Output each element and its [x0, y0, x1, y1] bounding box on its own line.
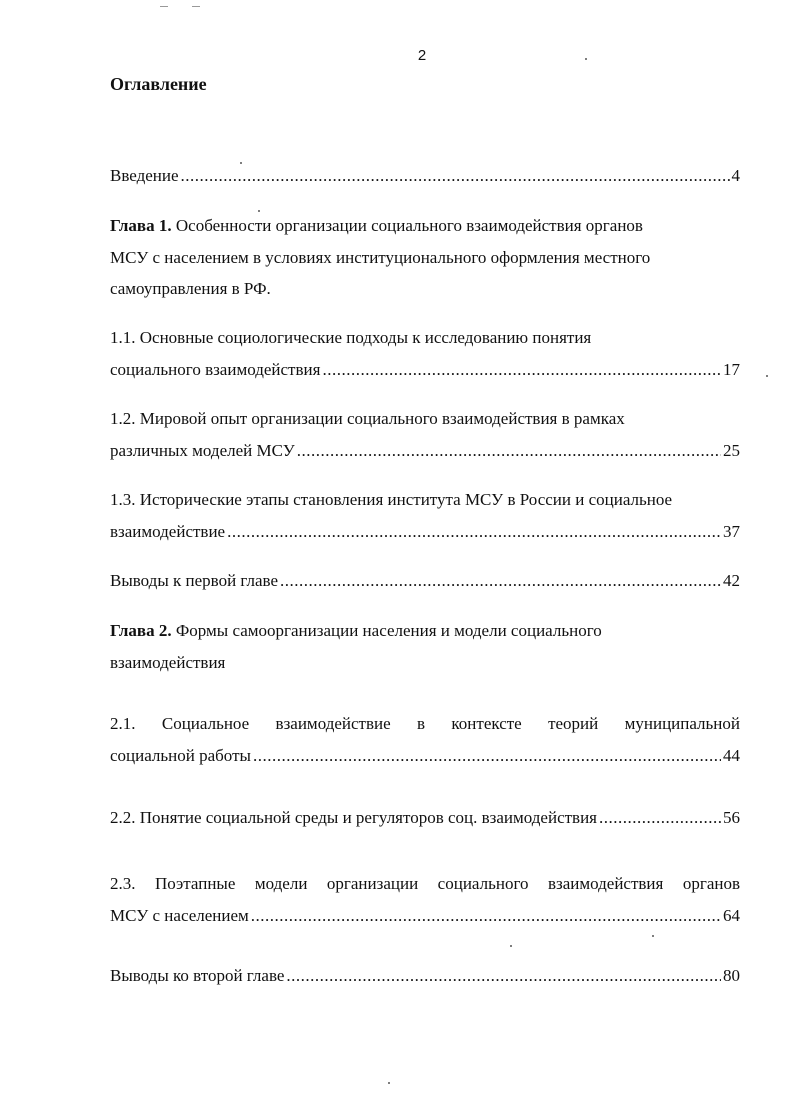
dot-leader — [251, 900, 721, 932]
toc-entry-1-1 — [110, 322, 740, 385]
scan-speck — [510, 945, 512, 947]
entry-text: социальной работы — [110, 745, 251, 765]
chapter-title-line: Особенности организации социального взаимодействия органов — [175, 216, 643, 235]
entry-page: 80 — [723, 966, 740, 985]
scan-speck — [766, 375, 768, 377]
dot-leader — [280, 565, 721, 597]
dot-leader — [599, 802, 721, 834]
toc-entry-conclusion-1 — [110, 565, 740, 597]
dot-leader — [286, 960, 721, 992]
chapter-title-line: взаимодействия — [110, 652, 226, 672]
dot-leader — [322, 354, 721, 386]
scan-mark — [160, 6, 168, 7]
word: модели — [254, 874, 308, 893]
dot-leader — [297, 435, 721, 467]
dot-leader — [253, 740, 721, 772]
entry-text: взаимодействие — [110, 521, 226, 541]
toc-entry-chapter-1 — [110, 210, 740, 305]
chapter-label: Глава 1. — [110, 216, 172, 235]
scan-mark — [192, 6, 200, 7]
word: органов — [682, 874, 740, 893]
word: Поэтапные — [154, 874, 236, 893]
dot-leader — [227, 516, 721, 548]
entry-text: 1.3. Исторические этапы становления института МСУ в России и социальное — [110, 490, 673, 509]
word: взаимодействия — [547, 874, 664, 893]
toc-entry-1-2 — [110, 403, 740, 466]
toc-entry-chapter-2 — [110, 615, 740, 678]
toc-entry-conclusion-2 — [110, 960, 740, 992]
entry-page: 37 — [723, 521, 740, 541]
entry-page: 4 — [731, 166, 740, 185]
toc-title: Оглавление — [110, 74, 207, 94]
word: теорий — [548, 714, 599, 733]
chapter-title-line: Формы самоорганизации населения и модели социального — [175, 621, 602, 640]
entry-text: Выводы ко второй главе — [110, 966, 285, 985]
word: 2.1. — [110, 714, 136, 733]
word: организации — [326, 874, 419, 893]
scan-speck — [388, 1082, 390, 1084]
entry-text: МСУ с населением — [110, 905, 249, 925]
page-number: 2 — [417, 47, 427, 64]
word: муниципальной — [624, 714, 740, 733]
toc-entry-intro — [110, 160, 740, 192]
entry-page: 25 — [723, 440, 740, 460]
entry-text: Выводы к первой главе — [110, 571, 279, 590]
toc-entry-2-1 — [110, 708, 740, 771]
entry-page: 17 — [723, 359, 740, 379]
word: контексте — [451, 714, 522, 733]
chapter-title-line: самоуправления в РФ. — [110, 279, 271, 298]
entry-page: 42 — [723, 571, 740, 590]
chapter-title-line: МСУ с населением в условиях институционального оформления местного — [110, 247, 651, 267]
entry-page: 64 — [723, 905, 740, 925]
entry-text: Введение — [110, 166, 179, 185]
entry-text: 1.2. Мировой опыт организации социального взаимодействия в рамках — [110, 409, 625, 428]
toc-entry-2-3 — [110, 868, 740, 931]
entry-text: 2.2. Понятие социальной среды и регуляторов соц. взаимодействия — [110, 808, 597, 827]
word: Социальное — [161, 714, 250, 733]
word: социального — [437, 874, 529, 893]
entry-text: различных моделей МСУ — [110, 440, 295, 460]
dot-leader — [181, 160, 730, 192]
word: 2.3. — [110, 874, 136, 893]
entry-text: 1.1. Основные социологические подходы к исследованию понятия — [110, 328, 592, 347]
chapter-label: Глава 2. — [110, 621, 172, 640]
word: взаимодействие — [275, 714, 391, 733]
entry-page: 56 — [723, 808, 740, 827]
word: в — [417, 714, 426, 733]
scan-speck — [652, 935, 654, 937]
toc-entry-2-2 — [110, 802, 740, 834]
entry-page: 44 — [723, 745, 740, 765]
toc-entry-1-3 — [110, 484, 740, 547]
entry-text: социального взаимодействия — [110, 359, 321, 379]
